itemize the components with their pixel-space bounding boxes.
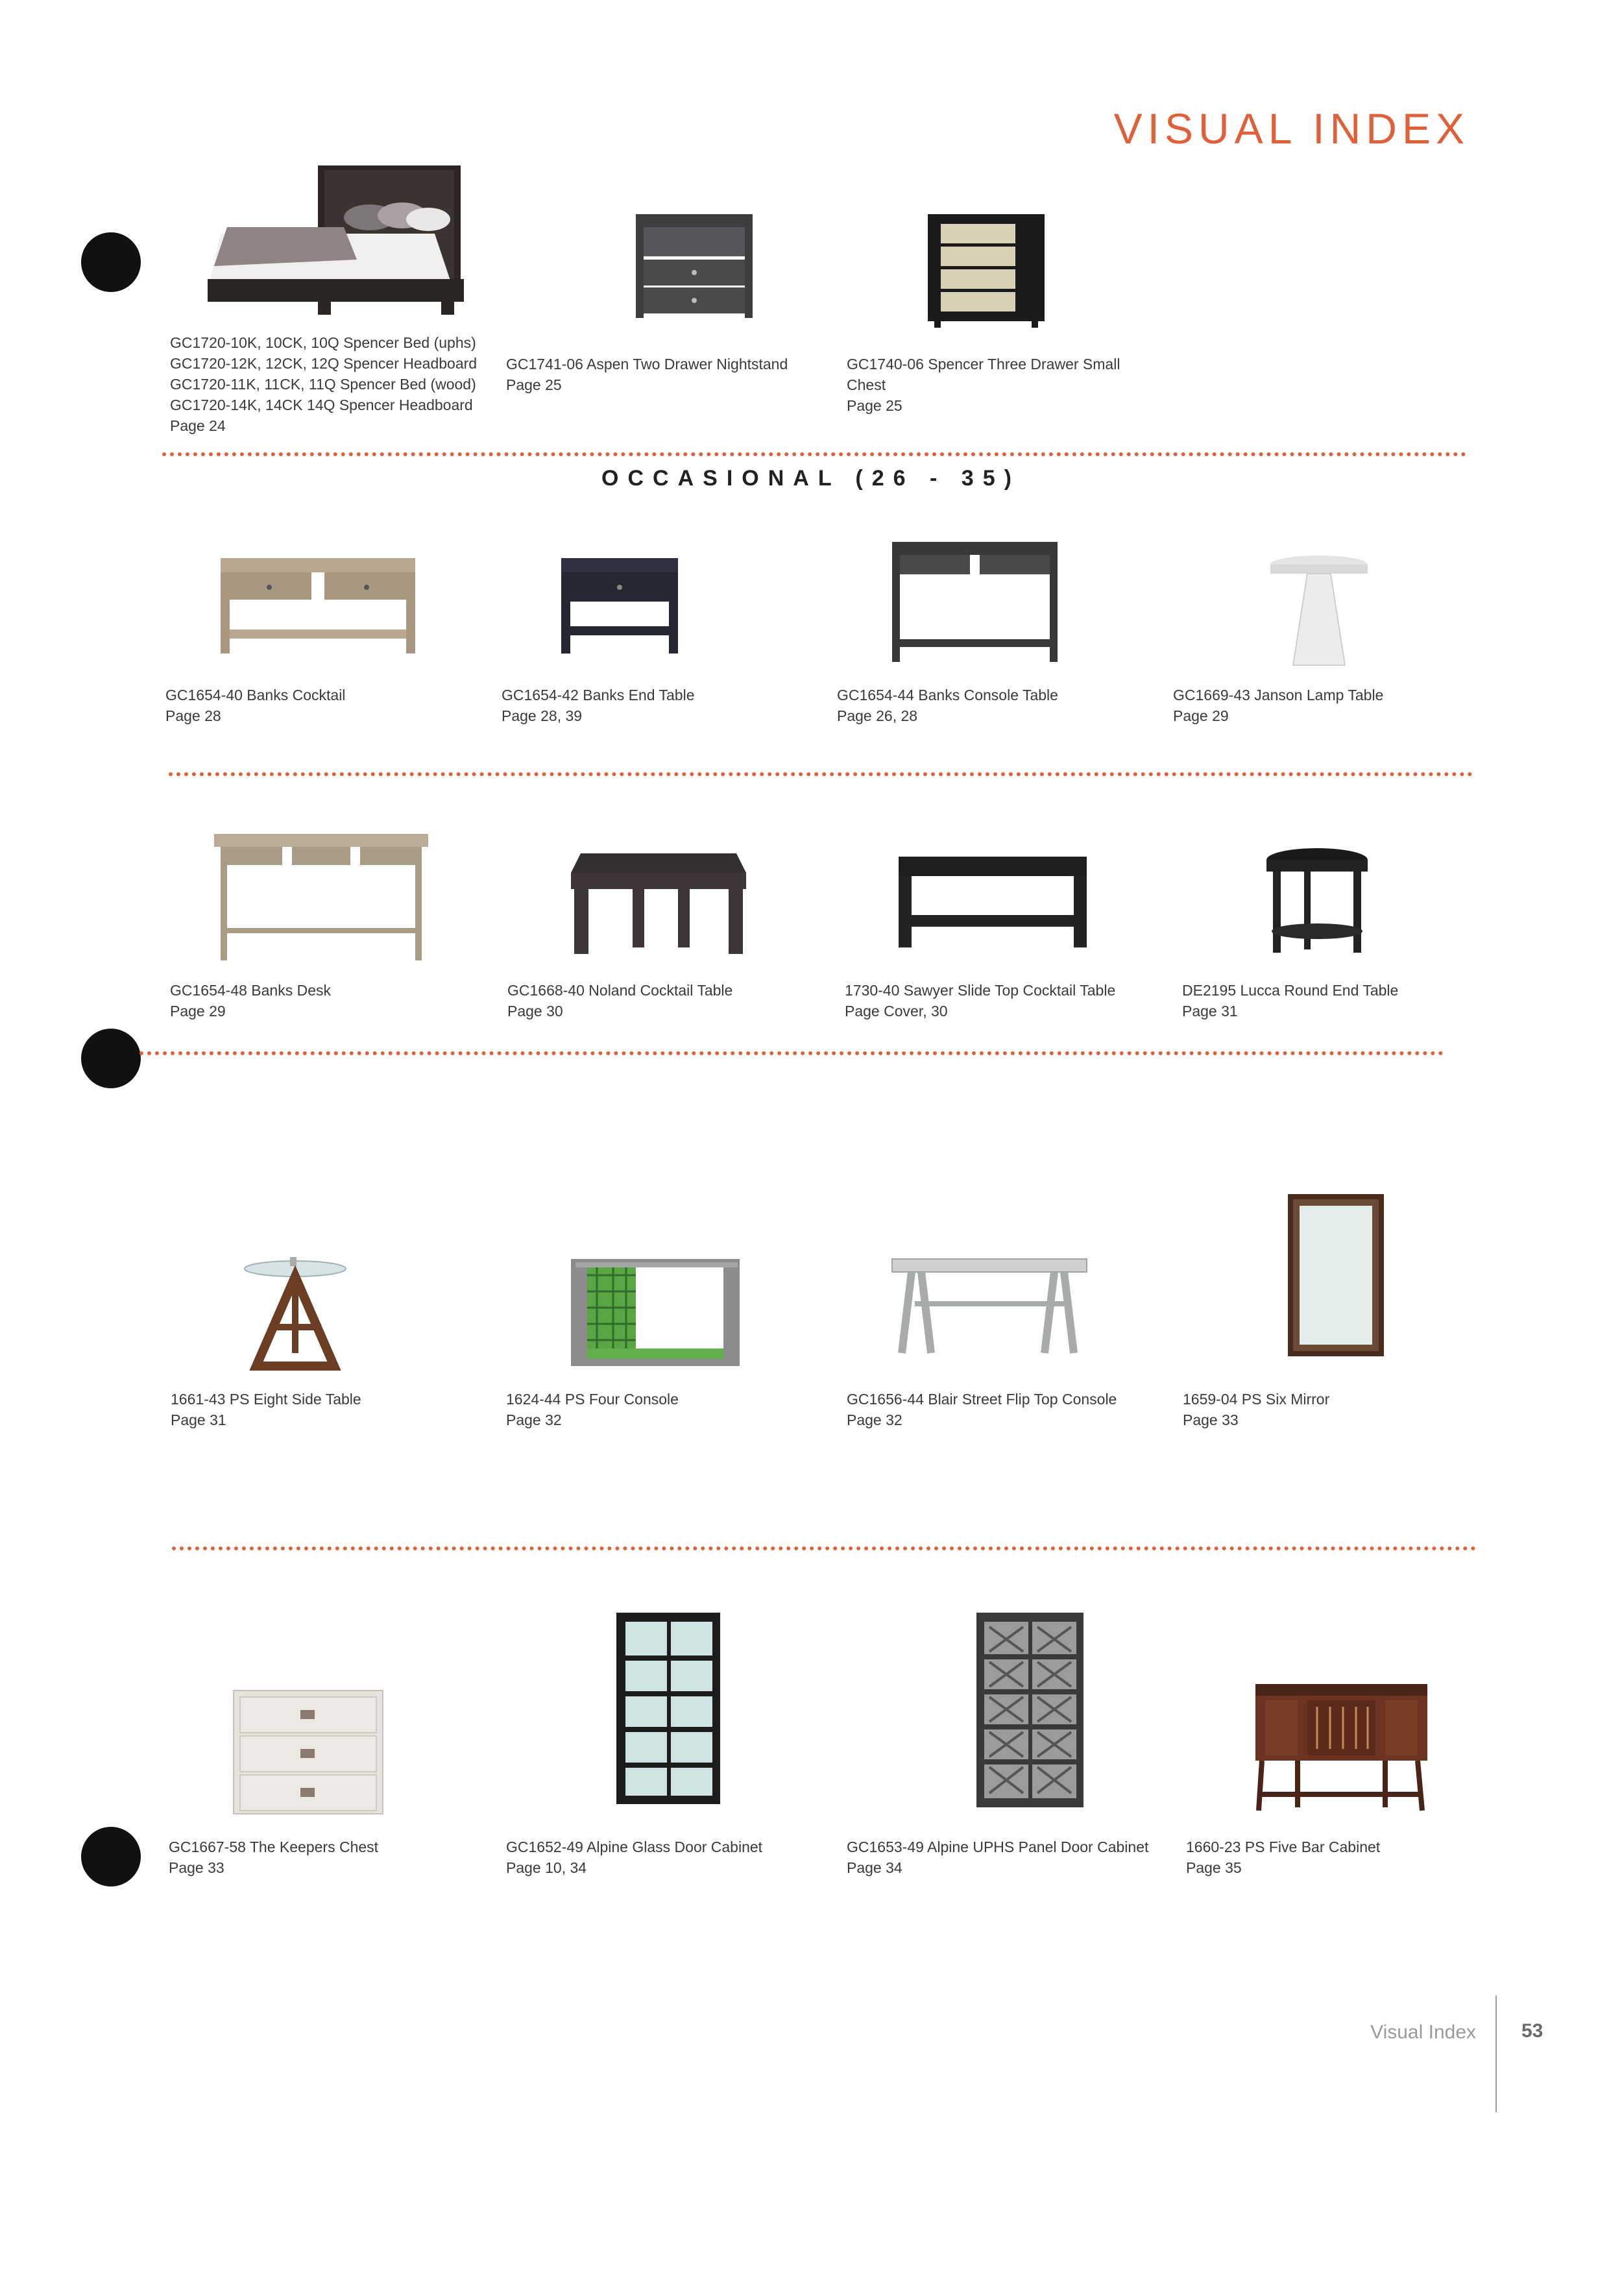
tab-marker-dot [81, 1029, 141, 1088]
blair-console-image [889, 1256, 1090, 1360]
dotted-divider [169, 772, 1473, 776]
dotted-divider [139, 1051, 1444, 1055]
item-caption: GC1741-06 Aspen Two Drawer Nightstand Page 25 [506, 356, 788, 393]
tab-marker-dot [81, 1827, 141, 1887]
footer-divider [1495, 1996, 1497, 2112]
item-caption: 1659-04 PS Six Mirror Page 33 [1183, 1391, 1330, 1428]
item-caption: 1660-23 PS Five Bar Cabinet Page 35 [1186, 1838, 1381, 1876]
six-mirror-image [1288, 1194, 1385, 1360]
alpine-uphs-cabinet-image [976, 1613, 1087, 1811]
item-caption: GC1654-40 Banks Cocktail Page 28 [165, 687, 346, 724]
item-caption: 1624-44 PS Four Console Page 32 [506, 1391, 679, 1428]
item-caption: GC1654-42 Banks End Table Page 28, 39 [502, 687, 695, 724]
item-caption: GC1740-06 Spencer Three Drawer Small Chest Page 25 [847, 356, 1120, 414]
dotted-divider [162, 452, 1466, 456]
banks-desk-image [214, 831, 431, 964]
noland-cocktail-image [568, 850, 749, 957]
lucca-end-table-image [1265, 847, 1372, 960]
banks-console-image [892, 539, 1061, 665]
aspen-nightstand-image [633, 211, 762, 324]
tab-marker-dot [81, 232, 141, 292]
item-caption: GC1656-44 Blair Street Flip Top Console Page 32 [847, 1391, 1117, 1428]
item-caption: 1661-43 PS Eight Side Table Page 31 [171, 1391, 361, 1428]
item-caption: GC1653-49 Alpine UPHS Panel Door Cabinet Page 34 [847, 1838, 1149, 1876]
banks-cocktail-image [221, 552, 418, 662]
spencer-bed-image [208, 162, 474, 321]
item-caption: GC1668-40 Noland Cocktail Table Page 30 [507, 982, 733, 1020]
item-caption: 1730-40 Sawyer Slide Top Cocktail Table Page Cover, 30 [845, 982, 1116, 1020]
page-title: VISUAL INDEX [1113, 104, 1470, 153]
item-caption: GC1669-43 Janson Lamp Table Page 29 [1173, 687, 1384, 724]
keepers-chest-image [230, 1687, 386, 1820]
section-heading: OCCASIONAL (26 - 35) [601, 466, 1021, 491]
item-caption: GC1654-44 Banks Console Table Page 26, 28 [837, 687, 1058, 724]
item-caption: GC1720-10K, 10CK, 10Q Spencer Bed (uphs) GC1720-12K, 12CK, 12Q Spencer Headboard GC1720-11K, 11CK, 11Q Spencer Bed (wood) GC1720-14K, 14CK 14Q Spencer Headboard Page 24 [170, 334, 478, 434]
item-caption: GC1667-58 The Keepers Chest Page 33 [169, 1838, 379, 1876]
item-caption: GC1652-49 Alpine Glass Door Cabinet Page 10, 34 [506, 1838, 763, 1876]
janson-lamp-table-image [1268, 555, 1372, 672]
eight-side-table-image [243, 1256, 350, 1373]
alpine-glass-cabinet-image [616, 1613, 723, 1807]
footer-section-label: Visual Index [1370, 2021, 1476, 2043]
sawyer-cocktail-image [895, 853, 1090, 954]
five-bar-cabinet-image [1252, 1681, 1431, 1814]
four-console-image [568, 1256, 743, 1369]
banks-end-table-image [561, 555, 681, 662]
item-caption: DE2195 Lucca Round End Table Page 31 [1182, 982, 1399, 1020]
page-number: 53 [1521, 2020, 1543, 2042]
spencer-chest-image [928, 211, 1048, 328]
dotted-divider [172, 1546, 1476, 1550]
item-caption: GC1654-48 Banks Desk Page 29 [170, 982, 332, 1020]
